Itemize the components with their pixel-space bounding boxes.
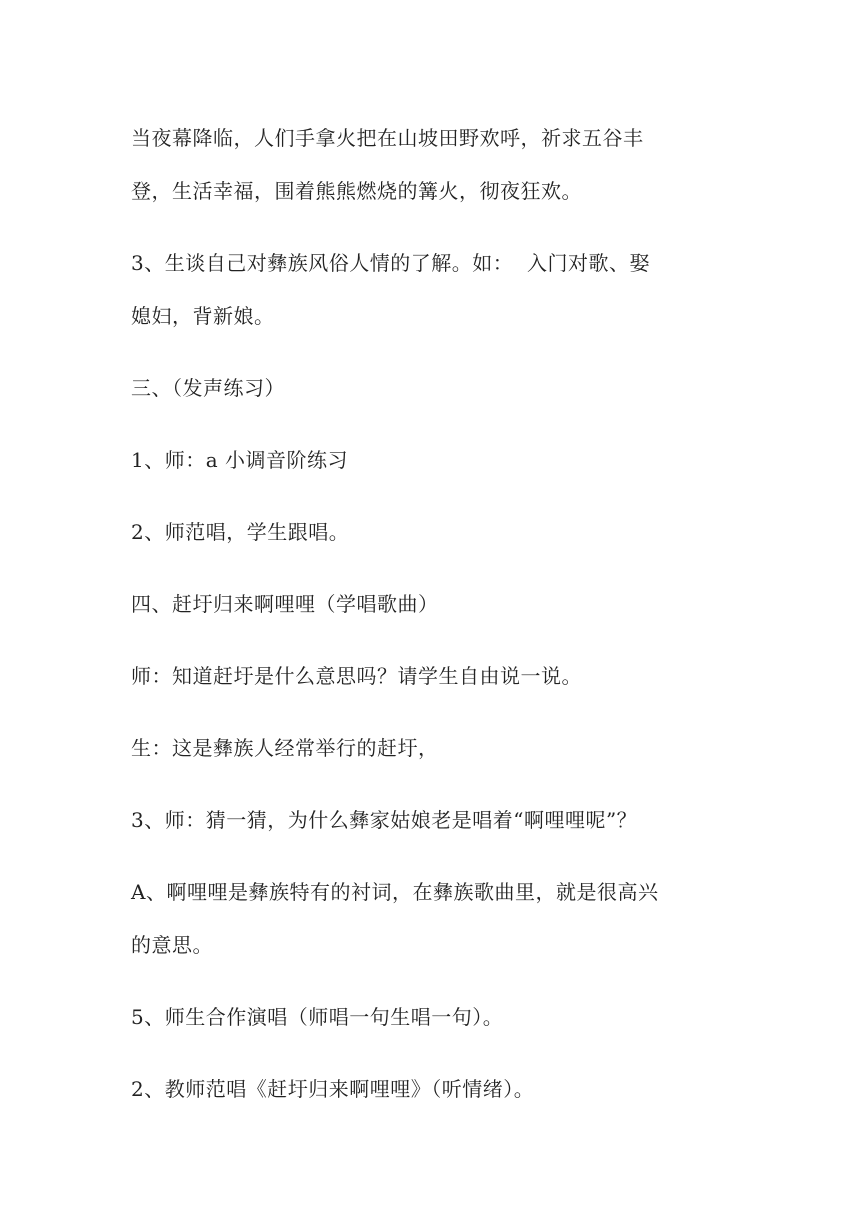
text-line: 师：知道赶圩是什么意思吗？请学生自由说一说。 [131, 664, 582, 688]
text-line: A、啊哩哩是彝族特有的衬词，在彝族歌曲里，就是很高兴 [131, 880, 659, 904]
list-item-scale-practice [131, 434, 731, 487]
paragraph-student-answer [131, 722, 731, 775]
document-body [131, 112, 731, 1116]
text-line: 2、教师范唱《赶圩归来啊哩哩》（听情绪）。 [131, 1077, 535, 1101]
list-item-teacher-demo [131, 506, 731, 559]
text-line: 四、赶圩归来啊哩哩（学唱歌曲） [131, 592, 439, 616]
text-line: 登，生活幸福，围着熊熊燃烧的篝火，彻夜狂欢。 [131, 179, 582, 203]
paragraph-alili-meaning [131, 866, 731, 972]
text-line: 生：这是彝族人经常举行的赶圩， [131, 736, 439, 760]
section-heading-learn-song [131, 578, 731, 631]
text-line: 3、生谈自己对彝族风俗人情的了解。如： 入门对歌、娶 [131, 251, 650, 275]
paragraph-teacher-question [131, 650, 731, 703]
text-line: 三、（发声练习） [131, 376, 285, 400]
text-line: 的意思。 [131, 933, 213, 957]
text-line: 5、师生合作演唱（师唱一句生唱一句）。 [131, 1005, 504, 1029]
text-line: 媳妇，背新娘。 [131, 304, 275, 328]
list-item-guess [131, 794, 731, 847]
text-line: 当夜幕降临，人们手拿火把在山坡田野欢呼，祈求五谷丰 [131, 126, 644, 150]
text-line: 3、师：猜一猜，为什么彝家姑娘老是唱着“啊哩哩呢”？ [131, 808, 638, 832]
list-item-duet [131, 991, 731, 1044]
text-line: 1、师：a 小调音阶练习 [131, 448, 349, 472]
list-item-teacher-sings [131, 1063, 731, 1116]
paragraph-bonfire [131, 112, 731, 218]
text-line: 2、师范唱，学生跟唱。 [131, 520, 350, 544]
paragraph-customs [131, 237, 731, 343]
section-heading-vocal-practice [131, 362, 731, 415]
